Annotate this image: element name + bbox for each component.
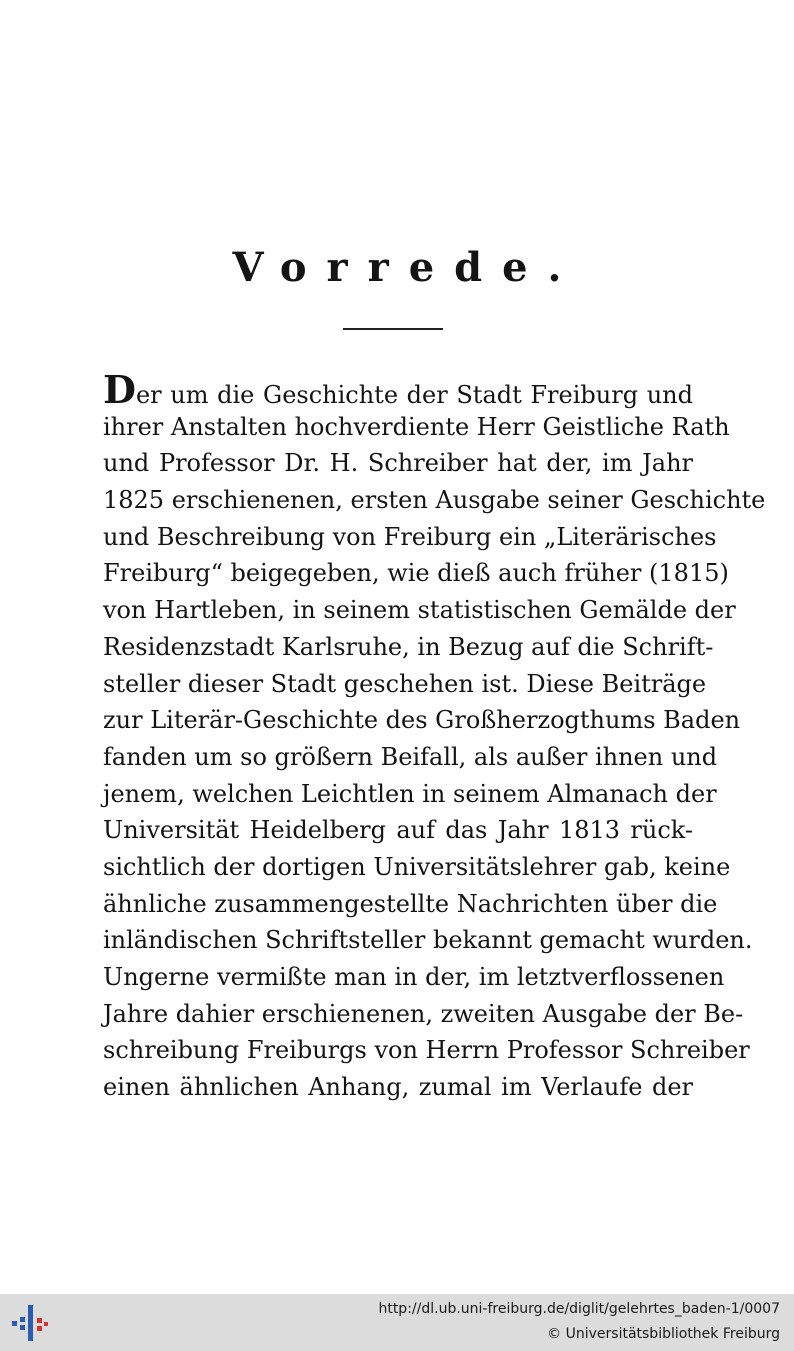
text-line-19: schreibung Freiburgs von Herrn Professor Schreiber <box>103 1036 750 1065</box>
text-line-13: Universität Heidelberg auf das Jahr 1813 rück- <box>103 816 693 845</box>
permalink-url[interactable]: http://dl.ub.uni-freiburg.de/diglit/gelehrtes_baden-1/0007 <box>378 1301 780 1317</box>
text-line-15: ähnliche zusammengestellte Nachrichten über die <box>103 889 718 918</box>
text-line-5: und Beschreibung von Freiburg ein „Literärisches <box>103 522 717 551</box>
text-line-11: fanden um so größern Beifall, als außer ihnen und <box>103 742 718 771</box>
text-line-8: Residenzstadt Karlsruhe, in Bezug auf die Schrift- <box>103 632 714 661</box>
copyright-notice: © Universitätsbibliothek Freiburg <box>547 1326 780 1342</box>
text-line-14: sichtlich der dortigen Universitätslehrer gab, keine <box>103 852 731 881</box>
text-line-17: Ungerne vermißte man in der, im letztverflossenen <box>103 963 725 991</box>
text-line-9: steller dieser Stadt geschehen ist. Diese Beiträge <box>103 669 707 698</box>
page-heading: Vorrede. <box>232 244 582 291</box>
drop-cap: D <box>103 367 136 412</box>
heading-divider <box>343 328 443 330</box>
text-line-1-rest: er um die Geschichte der Stadt Freiburg und <box>135 381 693 409</box>
text-line-10: zur Literär-Geschichte des Großherzogthums Baden <box>103 706 741 735</box>
text-line-20: einen ähnlichen Anhang, zumal im Verlaufe der <box>103 1073 693 1102</box>
text-line-3: und Professor Dr. H. Schreiber hat der, im Jahr <box>103 449 693 478</box>
text-line-6: Freiburg“ beigegeben, wie dieß auch früher (1815) <box>103 559 729 588</box>
text-line-18: Jahre dahier erschienenen, zweiten Ausgabe der Be- <box>103 999 744 1028</box>
text-line-1 <box>103 367 693 412</box>
body-text <box>103 367 766 1106</box>
text-line-2: ihrer Anstalten hochverdiente Herr Geistliche Rath <box>103 412 730 441</box>
text-line-4: 1825 erschienenen, ersten Ausgabe seiner Geschichte <box>103 486 766 515</box>
text-line-7: von Hartleben, in seinem statistischen Gemälde der <box>103 596 736 625</box>
text-line-16: inländischen Schriftsteller bekannt gemacht wurden. <box>103 926 753 955</box>
library-footer <box>0 1294 794 1351</box>
library-logo-icon <box>10 1303 50 1343</box>
text-line-12: jenem, welchen Leichtlen in seinem Almanach der <box>103 779 717 808</box>
